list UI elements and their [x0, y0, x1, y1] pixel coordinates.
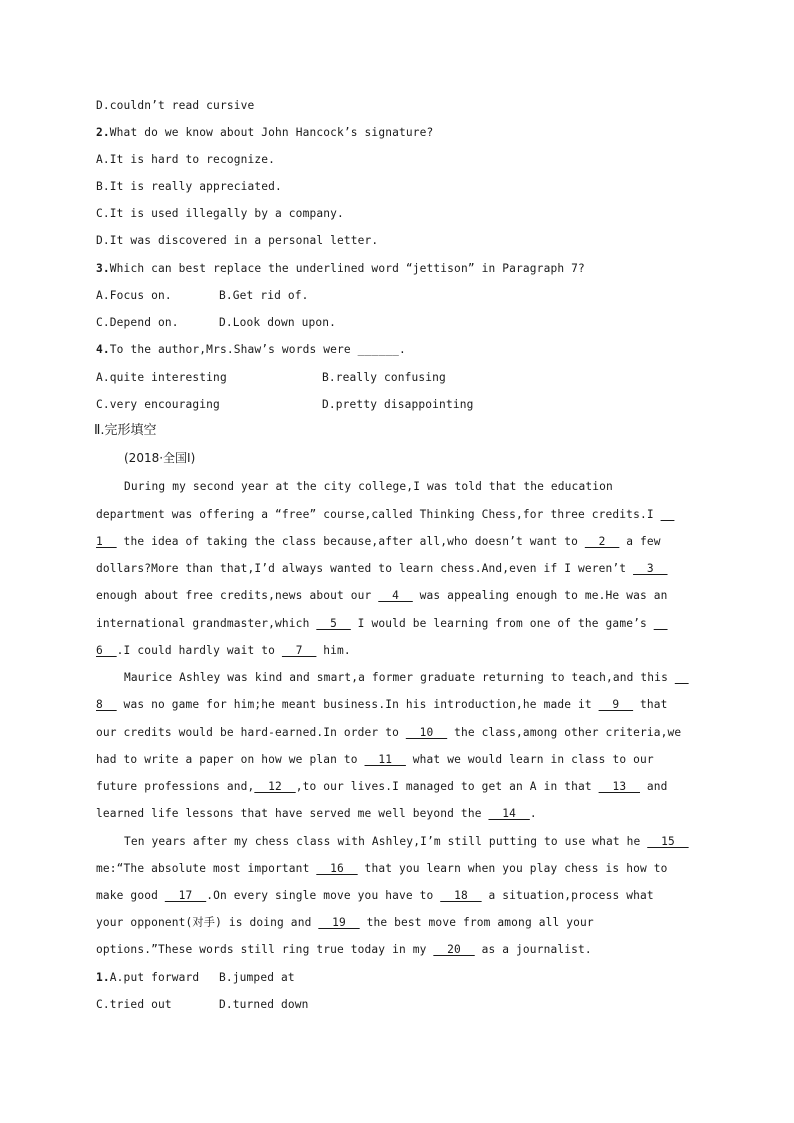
passage-p1-line7: 6__.I could hardly wait to __7__ him.	[96, 644, 351, 657]
passage-p2-line3: our credits would be hard-earned.In order to __10__ the class,among other criteria,we	[96, 726, 682, 739]
passage-p2-line2: 8__ was no game for him;he meant business.In his introduction,he made it __9__ that	[96, 698, 668, 711]
blank-19: __19__	[318, 916, 360, 929]
blank-2: __2__	[584, 535, 620, 548]
blank-4: __4__	[378, 589, 413, 602]
blank-20: __20__	[433, 943, 475, 956]
passage-p3-line4: your opponent(对手) is doing and __19__ the best move from among all your	[96, 916, 594, 929]
blank-8: __	[674, 671, 689, 684]
cloze-q1-option-b: B.jumped at	[219, 971, 295, 984]
blank-8-cont: 8__	[96, 698, 117, 711]
q4-option-b: B.really confusing	[322, 371, 446, 384]
blank-3: __3__	[633, 562, 668, 575]
passage-p3-line5: options.”These words still ring true today in my __20__ as a journalist.	[96, 943, 592, 956]
q4-option-d: D.pretty disappointing	[322, 398, 474, 411]
cloze-q1-option-d: D.turned down	[219, 998, 309, 1011]
blank-6-cont: 6__	[96, 644, 117, 657]
q2-option-a: A.It is hard to recognize.	[96, 153, 276, 166]
blank-18: __18__	[440, 889, 482, 902]
blank-12: __12__	[254, 780, 296, 793]
blank-6: __	[653, 617, 668, 630]
passage-p1-line1: During my second year at the city college,I was told that the education	[124, 480, 613, 493]
blank-11: __11__	[364, 753, 406, 766]
passage-p1-line2: department was offering a “free” course,called Thinking Chess,for three credits.I __	[96, 508, 675, 521]
q3-option-c: C.Depend on.	[96, 316, 179, 329]
blank-15: __15__	[647, 835, 689, 848]
q3-option-a: A.Focus on.	[96, 289, 172, 302]
blank-9: __9__	[598, 698, 634, 711]
q2-option-c: C.It is used illegally by a company.	[96, 207, 344, 220]
q1-option-d: D.couldn’t read cursive	[96, 99, 255, 112]
passage-p3-line3: make good __17__.On every single move you have to __18__ a situation,process what	[96, 889, 654, 902]
passage-p1-line3: 1__ the idea of taking the class because,after all,who doesn’t want to __2__ a few	[96, 535, 661, 548]
blank-13: __13__	[598, 780, 640, 793]
blank-17: __17__	[164, 889, 207, 902]
q4-option-a: A.quite interesting	[96, 371, 227, 384]
passage-p2-line1: Maurice Ashley was kind and smart,a former graduate returning to teach,and this __	[124, 671, 689, 684]
blank-14: __14__	[488, 807, 530, 820]
q2-option-b: B.It is really appreciated.	[96, 180, 282, 193]
blank-5: __5__	[316, 617, 351, 630]
passage-p2-line5: future professions and,__12__,to our lives.I managed to get an A in that __13__ and	[96, 780, 668, 793]
blank-7: __7__	[281, 644, 317, 657]
blank-1-cont: 1__	[96, 535, 117, 548]
passage-p1-line5: enough about free credits,news about our __4__ was appealing enough to me.He was an	[96, 589, 668, 602]
q3-option-b: B.Get rid of.	[219, 289, 309, 302]
blank-10: __10__	[405, 726, 448, 739]
source-label: (2018·全国Ⅰ)	[124, 451, 196, 465]
cloze-q1-option-c: C.tried out	[96, 998, 172, 1011]
q4-option-c: C.very encouraging	[96, 398, 220, 411]
passage-p1-line6: international grandmaster,which __5__ I would be learning from one of the game’s __	[96, 617, 668, 630]
blank-1: __	[660, 508, 675, 521]
q3-option-d: D.Look down upon.	[219, 316, 337, 329]
passage-p1-line4: dollars?More than that,I’d always wanted to learn chess.And,even if I weren’t __3__	[96, 562, 668, 575]
passage-p3-line2: me:“The absolute most important __16__ that you learn when you play chess is how to	[96, 862, 668, 875]
blank-16: __16__	[316, 862, 358, 875]
passage-p2-line4: had to write a paper on how we plan to __11__ what we would learn in class to our	[96, 753, 654, 766]
passage-p3-line1: Ten years after my chess class with Ashley,I’m still putting to use what he __15__	[124, 835, 689, 848]
section-title: Ⅱ.完形填空	[94, 423, 157, 438]
passage-p2-line6: learned life lessons that have served me well beyond the __14__.	[96, 807, 537, 820]
cloze-q1-line1: 1.A.put forward	[96, 971, 200, 984]
q2-stem: 2.What do we know about John Hancock’s signature?	[96, 126, 434, 139]
q2-option-d: D.It was discovered in a personal letter.	[96, 234, 379, 247]
q3-stem: 3.Which can best replace the underlined word “jettison” in Paragraph 7?	[96, 262, 585, 275]
q4-stem: 4.To the author,Mrs.Shaw’s words were ______.	[96, 343, 406, 356]
